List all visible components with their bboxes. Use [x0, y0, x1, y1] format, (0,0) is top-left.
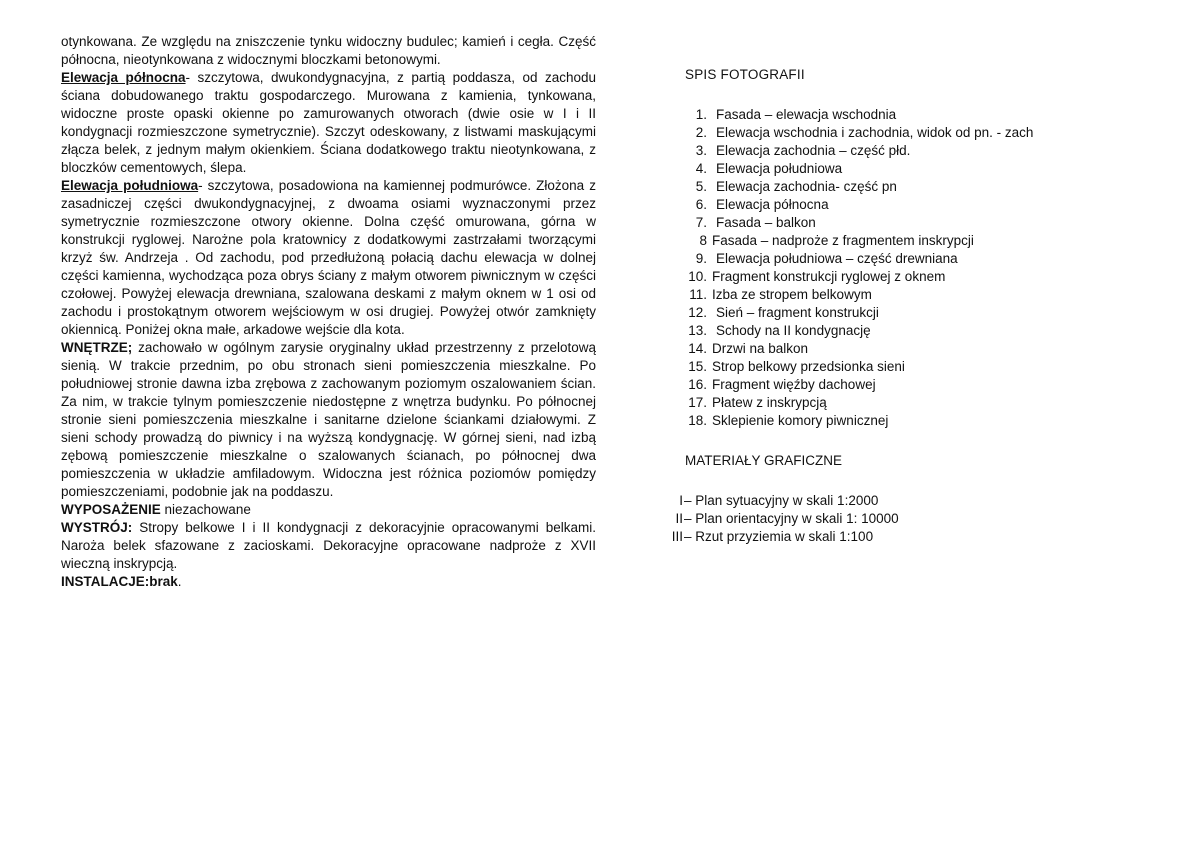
heading-north-elevation: Elewacja północna — [61, 70, 186, 85]
paragraph-equipment — [61, 501, 596, 519]
photo-list-item — [660, 196, 1140, 214]
photo-list-item — [660, 268, 1140, 286]
paragraph-intro — [61, 33, 596, 69]
photo-number: 3. — [695, 143, 707, 158]
photo-number: 7. — [695, 215, 707, 230]
photo-list-item — [660, 322, 1140, 340]
photo-list — [660, 106, 1140, 430]
photo-caption: Płatew z inskrypcją — [712, 395, 827, 410]
photo-list-item — [660, 304, 1140, 322]
photo-caption: Sklepienie komory piwnicznej — [712, 413, 889, 428]
photo-list-item — [660, 250, 1140, 268]
paragraph-intro-text: otynkowana. Ze względu na zniszczenie tynku widoczny budulec; kamień i cegła. Część północna, nieotynkowana z widocznymi bloczkami betonowymi. — [61, 34, 596, 67]
material-number: II — [675, 511, 683, 526]
photo-caption: Fasada – balkon — [716, 215, 816, 230]
equipment-text: niezachowane — [160, 502, 251, 517]
installations-text: . — [177, 574, 182, 589]
photo-number: 8 — [699, 233, 707, 248]
photo-list-item — [660, 142, 1140, 160]
photo-caption: Sień – fragment konstrukcji — [716, 305, 879, 320]
paragraph-installations — [61, 573, 596, 591]
heading-south-elevation: Elewacja południowa — [61, 178, 199, 193]
photo-number: 10. — [688, 269, 707, 284]
material-caption: – Plan orientacyjny w skali 1: 10000 — [684, 511, 899, 526]
paragraph-south-elevation — [61, 177, 596, 339]
photo-list-item — [660, 340, 1140, 358]
photo-caption: Elewacja południowa – część drewniana — [716, 251, 958, 266]
material-caption: – Rzut przyziemia w skali 1:100 — [684, 529, 874, 544]
description-column — [61, 33, 596, 591]
photo-number: 5. — [695, 179, 707, 194]
photo-number: 1. — [695, 107, 707, 122]
photo-caption: Drzwi na balkon — [712, 341, 809, 356]
paragraph-north-elevation — [61, 69, 596, 177]
materials-list — [660, 492, 1140, 546]
photo-number: 18. — [688, 413, 707, 428]
decor-text: Stropy belkowe I i II kondygnacji z dekoracyjnie opracowanymi belkami. Naroża belek sfazowane z zacioskami. Dekoracyjne opracowane nadproże z XVII wieczną inskrypcją. — [61, 520, 596, 571]
photo-list-item — [660, 232, 1140, 250]
photo-caption: Fragment konstrukcji ryglowej z oknem — [712, 269, 946, 284]
photo-caption: Izba ze stropem belkowym — [712, 287, 872, 302]
materials-list-item — [660, 492, 1140, 510]
photo-number: 6. — [695, 197, 707, 212]
photo-caption: Elewacja północna — [716, 197, 829, 212]
photo-list-item — [660, 178, 1140, 196]
photo-caption: Elewacja zachodnia – część płd. — [716, 143, 911, 158]
material-number: III — [671, 529, 683, 544]
photo-list-item — [660, 286, 1140, 304]
photo-caption: Elewacja zachodnia- część pn — [716, 179, 897, 194]
photo-number: 11. — [689, 287, 707, 302]
photo-number: 16. — [688, 377, 707, 392]
photo-number: 12. — [688, 305, 707, 320]
photo-list-item — [660, 412, 1140, 430]
interior-text: zachowało w ogólnym zarysie oryginalny układ przestrzenny z przelotową sienią. W trakcie przednim, po obu stronach sieni pomieszczenia mieszkalne. Po południowej stronie dawna izba zrębowa z zachowanym poziomym oszalowaniem ścian. Za nim, w trakcie tylnym pomieszczenie niedostępne z wnętrza budynku. Po północnej stronie sieni pomieszczenia mieszkalne i sanitarne dzielone ściankami działowymi. Z sieni schody prowadzą do piwnicy i na wyższą kondygnację. W górnej sieni, nad izbą zębową pomieszczenie mieszkalne o szalowanych ścianach, po północnej dwa pomieszczenia w układzie amfiladowym. Widoczna jest różnica poziomów pomiędzy pomieszczeniami, podobnie jak na poddaszu. — [61, 340, 596, 499]
heading-interior: WNĘTRZE; — [61, 340, 133, 355]
photo-caption: Strop belkowy przedsionka sieni — [712, 359, 905, 374]
photo-list-item — [660, 376, 1140, 394]
south-elevation-text: - szczytowa, posadowiona na kamiennej podmurówce. Złożona z zasadniczej części dwukondygnacyjnej, z dwoama osiami wyznaczonymi przez symetrycznie rozmieszczone otwory okienne. Dolna część omurowana, górna w konstrukcji ryglowej. Narożne pola kratownicy z dodatkowymi zastrzałami tworzącymi krzyż św. Andrzeja . Od zachodu, pod przedłużoną połacią dachu elewacja w dolnej części kamienna, wychodząca poza obrys ściany z małym otworem piwnicznym w części czołowej. Powyżej elewacja drewniana, szalowana deskami z małym oknem w 1 osi od zachodu i prostokątnym otworem wejściowym w osi drugiej. Powyżej otwór zamknięty okiennicą. Poniżej okna małe, arkadowe wejście dla kota. — [61, 178, 596, 337]
photo-list-item — [660, 124, 1140, 142]
material-caption: – Plan sytuacyjny w skali 1:2000 — [684, 493, 879, 508]
photos-title: SPIS FOTOGRAFII — [685, 67, 805, 82]
paragraph-decor — [61, 519, 596, 573]
heading-decor: WYSTRÓJ: — [61, 520, 133, 535]
material-number: I — [679, 493, 683, 508]
paragraph-interior — [61, 339, 596, 501]
photo-number: 14. — [688, 341, 707, 356]
photo-list-item — [660, 160, 1140, 178]
photo-number: 9. — [695, 251, 707, 266]
photo-list-item — [660, 214, 1140, 232]
photo-list-item — [660, 394, 1140, 412]
photo-caption: Fragment więźby dachowej — [712, 377, 876, 392]
photo-list-item — [660, 106, 1140, 124]
photo-caption: Schody na II kondygnację — [716, 323, 871, 338]
photo-caption: Fasada – nadproże z fragmentem inskrypcji — [712, 233, 974, 248]
photo-caption: Elewacja południowa — [716, 161, 843, 176]
north-elevation-text: - szczytowa, dwukondygnacyjna, z partią poddasza, od zachodu ściana dobudowanego traktu gospodarczego. Murowana z kamienia, tynkowana, widoczne proste opaski okienne po zamurowanych otworach (dwie osie w I i II kondygnacji rozmieszczone symetrycznie). Szczyt odeskowany, z listwami maskującymi złącza belek, z jednym małym okienkiem. Ściana dodatkowego traktu nieotynkowana, z bloczków cementowych, ślepa. — [61, 70, 596, 175]
photo-number: 17. — [688, 395, 707, 410]
materials-list-item — [660, 510, 1140, 528]
heading-equipment: WYPOSAŻENIE — [61, 502, 161, 517]
photo-caption: Fasada – elewacja wschodnia — [716, 107, 897, 122]
materials-title: MATERIAŁY GRAFICZNE — [685, 453, 843, 468]
photo-number: 15. — [688, 359, 707, 374]
photo-number: 13. — [688, 323, 707, 338]
photo-number: 2. — [695, 125, 707, 140]
heading-installations: INSTALACJE:brak — [61, 574, 178, 589]
photo-caption: Elewacja wschodnia i zachodnia, widok od pn. - zach — [716, 125, 1034, 140]
photo-number: 4. — [695, 161, 707, 176]
lists-column — [660, 66, 1140, 546]
photo-list-item — [660, 358, 1140, 376]
materials-list-item — [660, 528, 1140, 546]
